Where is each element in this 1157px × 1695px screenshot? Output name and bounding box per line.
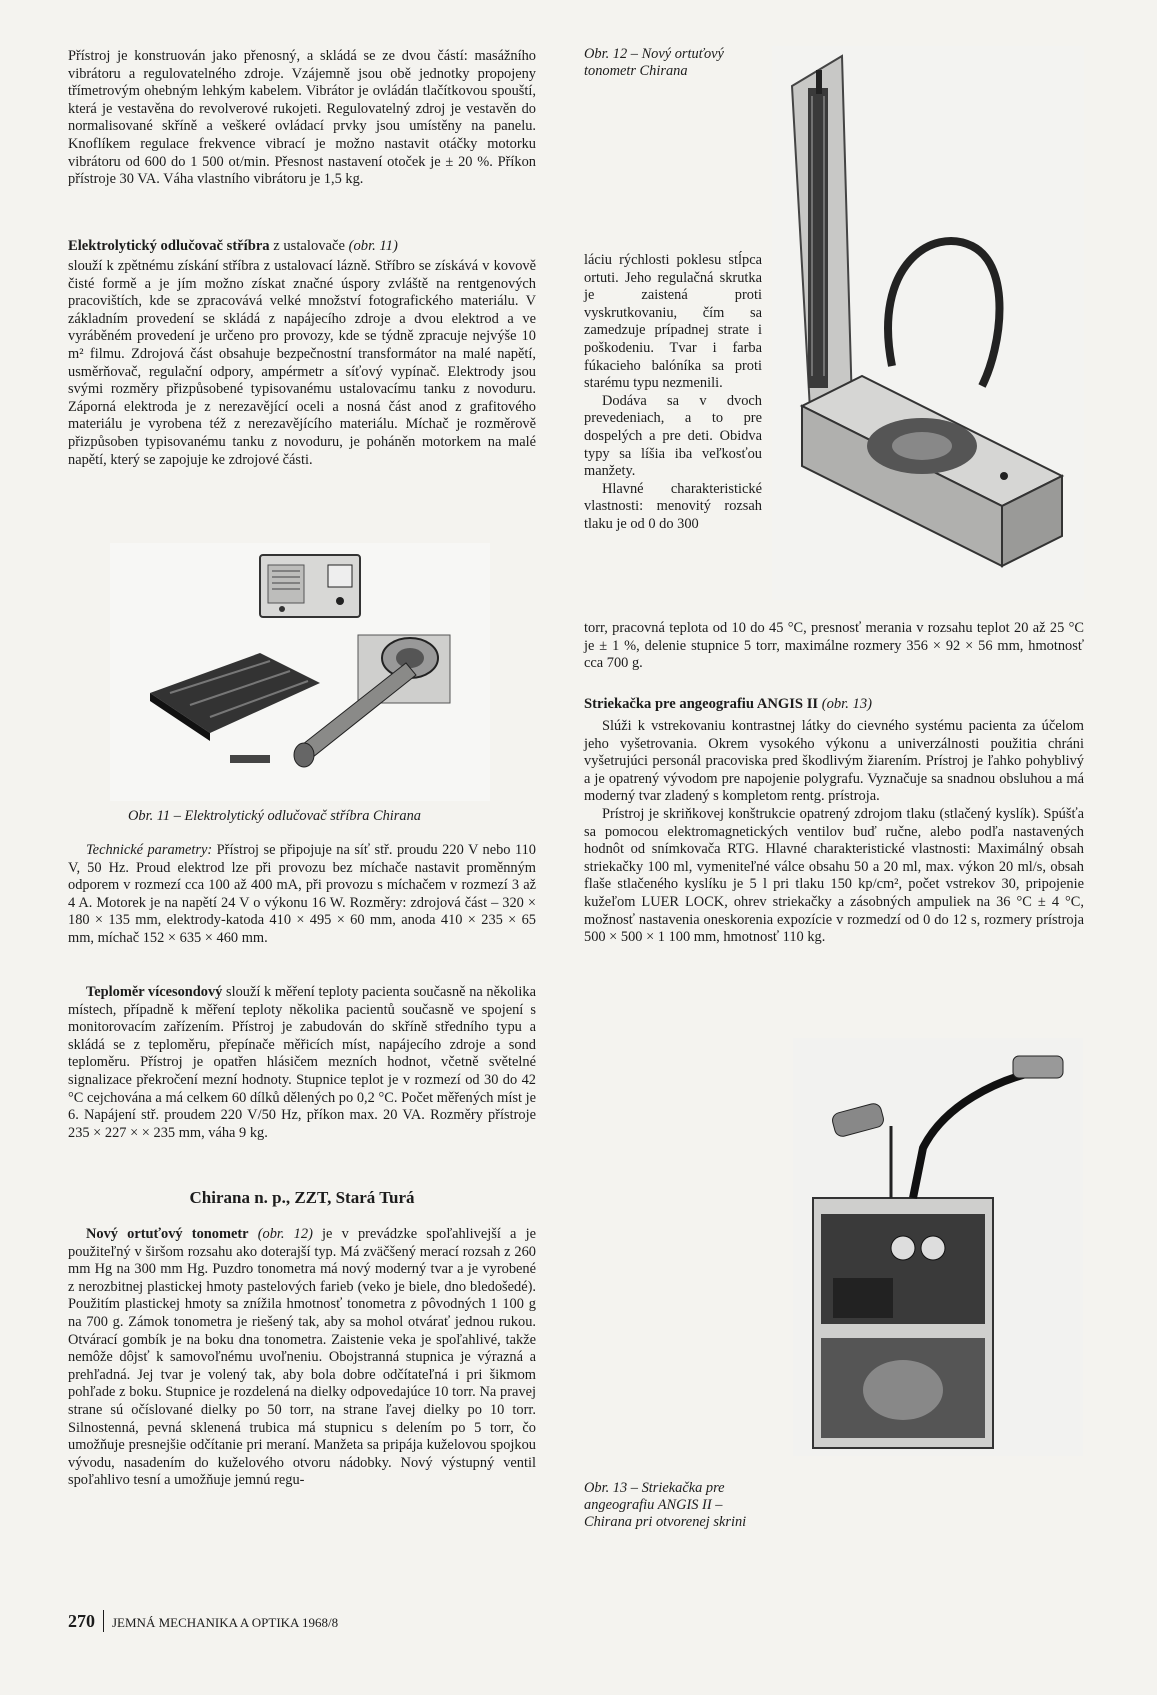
paragraph-device-description: Přístroj je konstruován jako přenosný, a skládá se ze dvou částí: masážního vibrátoru a regulovatelného zdroje. Vzájemně jsou obě jednotky propojeny třímetrovým ohebným lehkým kabelem. Vibrátor je ovládán tlačítkovou spouští, která je vestavěna do revolverové rukojeti. Regulovatelný zdroj je vestavěn do normalisované skříně a veškeré ovládací prvky jsou umístěny na panelu. Knoflíkem regulace frekvence vibrací je možno nastavit otáčky motorku vibrátoru od 600 do 1 500 ot/min. Přesnost nastavení otoček je ± 20 %. Příkon přístroje 30 VA. Váha vlastního vibrátoru je 1,5 kg.	[68, 48, 536, 188]
heading-angis-syringe: Striekačka pre angeografiu ANGIS II (obr. 13)	[584, 696, 872, 712]
journal-name: JEMNÁ MECHANIKA A OPTIKA 1968/8	[112, 1615, 339, 1630]
figure-13-caption: Obr. 13 – Striekačka pre angeografiu ANGIS II – Chirana pri otvorenej skrini	[584, 1480, 747, 1530]
figure-11-caption: Obr. 11 – Elektrolytický odlučovač stříbra Chirana	[128, 808, 421, 824]
paragraph-multiprobe-thermometer: Teploměr vícesondový slouží k měření teploty pacienta současně na několika místech, případně k měření teploty několika pacientů současně ve spojení s monitorovacím zařízením. Přístroj je zabudován do skříně středního typu a skládá se z teploměru, přepínače měřicích míst, napájecího zdroje a sond teploměru. Přístroj je opatřen hlásičem mezních hodnot, včetně světelné signalizace překročení mezní hodnoty. Stupnice teplot je v rozmezí od 30 do 42 °C cejchována a má celkem 60 dílků dělených po 0,2 °C. Počet měřených míst je 6. Napájení stř. proudem 220 V/50 Hz, příkon max. 20 VA. Rozměry přístroje 235 × 227 × × 235 mm, váha 9 kg.	[68, 984, 536, 1141]
paragraph-tonometer-specs: torr, pracovná teplota od 10 do 45 °C, presnosť merania v rozsahu teplot 20 až 25 °C je ± 1 %, delenie stupnice 5 torr, maximálne rozmery 356 × 92 × 56 mm, hmotnosť cca 700 g.	[584, 620, 1084, 672]
paragraph-angis-description: Slúži k vstrekovaniu kontrastnej látky do cievného systému pacienta za účelom jeho vyšetrovania. Okrem vysokého výkonu a univerzálnosti použitia chráni vyšetrujúci personál pracoviska pred škodlivým žiarením. Prístroj je ľahko pohyblivý a je opatrený vývodom pre napojenie polygrafu. Vyznačuje sa snadnou obsluhou a má moderný tvar zladený s kompletom rentg. prístroja. Prístroj je skriňkovej konštrukcie opatrený zdrojom tlaku (stlačený kyslík). Spúšťa sa pomocou elektromagnetických ventilov buď ručne, alebo podľa nastavených hodnôt od snímkovača RTG. Hlavné charakteristické vlastnosti: Maximálný obsah striekačky 100 ml, vymeniteľné válce obsahu 50 a 20 ml, max. výkon 20 ml/s, obsah flaše stlačeného kyslíku je 5 l pri tlaku 150 kp/cm², počet vstrekov 30, pripojenie kužeľom LUER LOCK, ohrev striekačky a zásobných ampuliek na 36 °C ± 4 °C, možnosť nastavenia oneskorenia expozície v rozmedzí od 0 do 12 s, rozmery prístroja 500 × 500 × 1 100 mm, hmotnosť 110 kg.	[584, 718, 1084, 946]
heading-electrolytic-separator: Elektrolytický odlučovač stříbra z ustalovače (obr. 11)	[68, 238, 398, 254]
paragraph-technical-parameters: Technické parametry: Přístroj se připojuje na síť stř. proudu 220 V nebo 110 V, 50 Hz. Proud elektrod lze při provozu bez míchače nastavit proměnným odporem v rozmezí cca 100 až 400 mA, při provozu s míchačem v rozmezí 3 až 4 A. Motorek je na napětí 24 V o výkonu 16 W. Rozměry: zdrojová část – 320 × 180 × 135 mm, elektrody-katoda 410 × 495 × 60 mm, anoda 410 × 235 × 65 mm, míchač 152 × 635 × 460 mm.	[68, 842, 536, 946]
paragraph-mercury-tonometer: Nový ortuťový tonometr (obr. 12) je v prevádzke spoľahlivejší a je použiteľný v širšom rozsahu ako doterajší typ. Má zväčšený merací rozsah z 260 mm Hg na 300 mm Hg. Puzdro tonometra má nový moderný tvar a je vyrobené z nerozbitnej plastickej hmoty pastelových farieb (veko je biele, dno bledošedé). Použitím plastickej hmoty sa znížila hmotnosť tonometra z pôvodných 1 100 g na 700 g. Zámok tonometra je riešený tak, aby sa mohol otvárať jednou rukou. Otvárací gombík je na boku dna tonometra. Zaistenie veka je spoľahlivé, takže nemôže dôjsť k samovoľnému uvoľneniu. Obojstranná stupnica je výrazná a prehľadná. Jej tvar je volený tak, aby bola dobre odčítateľná i pri šikmom pohľade z boku. Stupnice je rozdelená na dielky odpovedajúce 10 torr. Na pravej strane sú očíslované dielky po 50 torr, na strane ľavej dielky po 10 torr. Silnostenná, pevná sklenená trubica má stupnicu s delením po 5 torr, čo umožňuje presnejšie odčítanie pri meraní. Manžeta sa pripája kuželovou spojkou vývodu, nasadením do kuželového otvoru nádobky. Nový výstupný ventil spoľahlivo tesní a umožňuje jemnú regu-	[68, 1226, 536, 1489]
footer-divider	[103, 1610, 104, 1632]
figure-11-photo	[110, 543, 490, 801]
figure-13-photo	[793, 1038, 1083, 1456]
figure-12-caption: Obr. 12 – Nový ortuťový tonometr Chirana	[584, 46, 724, 79]
figure-12-photo	[772, 46, 1084, 600]
page-footer	[68, 1610, 338, 1633]
paragraph-tonometer-continued: láciu rýchlosti poklesu stĺpca ortuti. Jeho regulačná skrutka je zaistená proti vyskrutkovaniu, čím sa zamedzuje prípadnej strate i poškodeniu. Tvar i farba fúkacieho balóníka sa proti starému typu nezmenili. Dodáva sa v dvoch prevedeniach, a to pre dospelých a pre deti. Obidva typy sa líšia iba veľkosťou manžety. Hlavné charakteristické vlastnosti: menovitý rozsah tlaku je od 0 do 300	[584, 252, 762, 532]
paragraph-electrolytic-separator: slouží k zpětnému získání stříbra z ustalovací lázně. Stříbro se získává v kovově čisté formě a je jím možno získat značné úspory zvláště na rentgenových pracovištích, kde se zpracovává velké množství fotografického materiálu. V základním provedení se skládá z napájecího zdroje a dvou elektrod a ve vyráběném provedení je určeno pro provozy, kde se týdně zpracuje nejvýše 10 m² filmu. Zdrojová část obsahuje bezpečnostní transformátor na malé napětí, usměrňovač, regulační odpory, ampérmetr a síťový vypínač. Elektrody jsou svými rozměry přizpůsobené typisovanému ustalovacímu tanku z novoduru. Záporná elektroda je z nerezavějící oceli a nosná část anod z grafitového materiálu je vyrobena též z nerezavějícího materiálu. Míchač je rozměrově přizpůsoben typisovanému tanku z novoduru, je poháněn motorkem na malé napětí, který se zapojuje ke zdrojové části.	[68, 258, 536, 468]
company-heading: Chirana n. p., ZZT, Stará Turá	[189, 1188, 415, 1207]
page-number: 270	[68, 1611, 95, 1631]
